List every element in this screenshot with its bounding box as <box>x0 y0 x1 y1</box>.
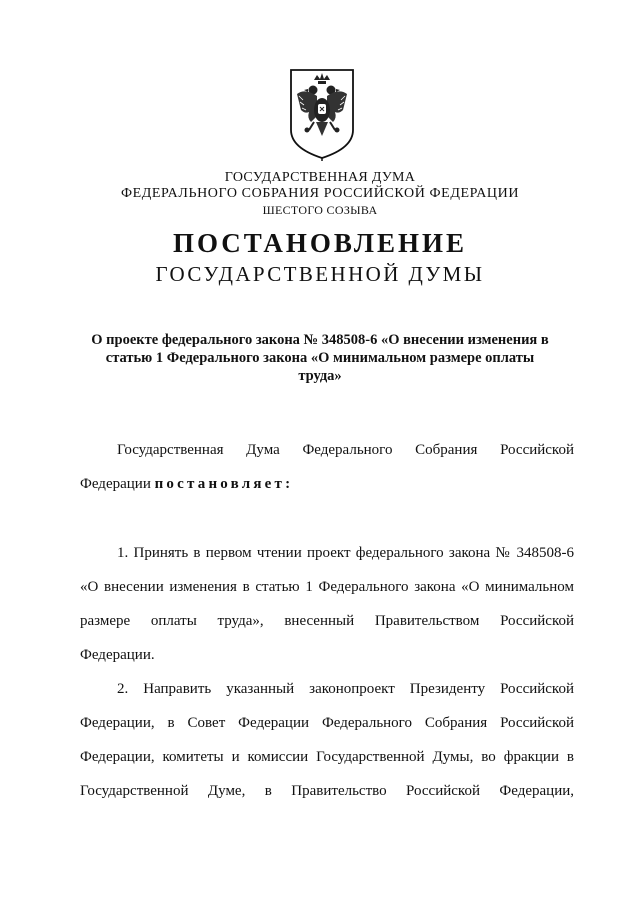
resolution-subject <box>80 331 560 385</box>
org-line-1: ГОСУДАРСТВЕННАЯ ДУМА <box>224 170 416 185</box>
coat-of-arms-icon <box>287 66 357 162</box>
item-2-line-4: Государственной Думе, в Правительство Российской Федерации, <box>80 783 574 799</box>
preamble-line-1: Государственная Дума Федерального Собрания Российской <box>117 442 574 458</box>
resolves-verb: постановляет: <box>154 476 294 492</box>
preamble-line-2 <box>80 467 574 501</box>
item-2-line-3: Федерации, комитеты и комиссии Государственной Думы, во фракции в <box>80 749 574 765</box>
preamble-federation: Федерации <box>80 476 151 492</box>
item-1-line-2: «О внесении изменения в статью 1 Федерального закона «О минимальном <box>80 579 574 595</box>
item-2-line-1: 2. Направить указанный законопроект Президенту Российской <box>117 681 574 697</box>
item-1-line-4: Федерации. <box>80 647 155 663</box>
org-line-2: ФЕДЕРАЛЬНОГО СОБРАНИЯ РОССИЙСКОЙ ФЕДЕРАЦИИ <box>120 186 520 201</box>
item-1-line-3: размере оплаты труда», внесенный Правительством Российской <box>80 613 574 629</box>
document-type-subtitle: ГОСУДАРСТВЕННОЙ ДУМЫ <box>155 262 485 286</box>
resolution-body <box>80 433 574 808</box>
subject-line-1: О проекте федерального закона № 348508-6 «О внесении изменения в <box>91 332 549 348</box>
subject-line-3: труда» <box>298 368 342 384</box>
subject-line-2: статью 1 Федерального закона «О минимальном размере оплаты <box>105 350 535 366</box>
org-line-3: ШЕСТОГО СОЗЫВА <box>262 203 378 217</box>
item-1-line-1: 1. Принять в первом чтении проект федерального закона № 348508-6 <box>117 545 574 561</box>
item-2-line-2: Федерации, в Совет Федерации Федерального Собрания Российской <box>80 715 574 731</box>
document-type-title: ПОСТАНОВЛЕНИЕ <box>172 228 468 258</box>
